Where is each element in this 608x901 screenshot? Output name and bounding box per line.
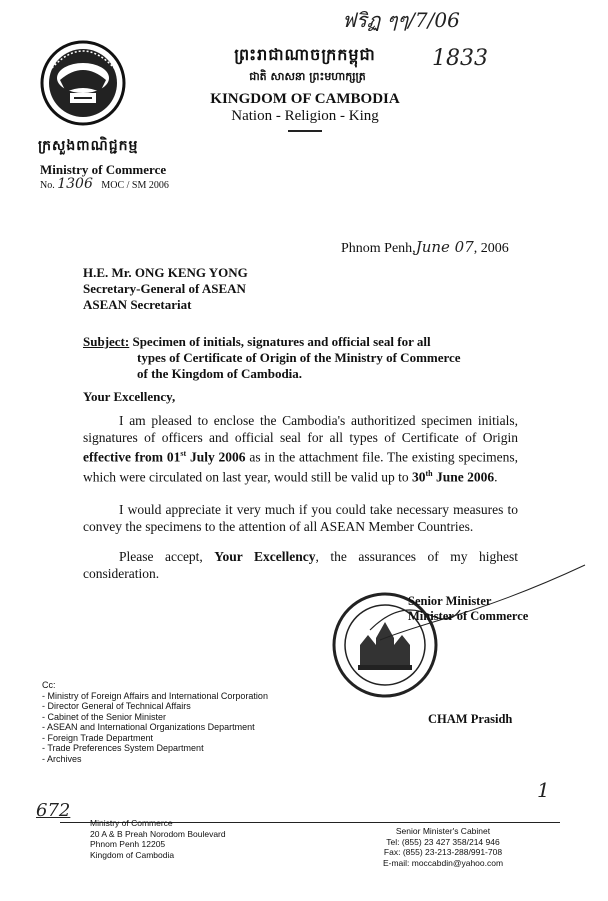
subject-line-2: types of Certificate of Origin of the Ministry of Commerce [137, 350, 461, 365]
cc-list [42, 691, 268, 765]
subject-line-1 [83, 334, 533, 350]
p3-excellency: Your Excellency [214, 549, 316, 564]
kingdom-motto: Nation - Religion - King [231, 108, 379, 124]
cc-item: - Ministry of Foreign Affairs and International Corporation [42, 690, 268, 701]
ref-no-prefix: No. [40, 180, 55, 191]
p1-text-a: I am pleased to enclose the Cambodia's authoritized specimen initials, signatures of officers and official seal for all types of Certificate of Origin [83, 413, 518, 445]
cc-item: - Archives [42, 753, 82, 764]
footer-contact-line: E-mail: moccabdin@yahoo.com [382, 857, 504, 868]
p1-period: . [494, 469, 498, 485]
paragraph-1 [83, 413, 518, 486]
handwritten-page-mark: 1 [537, 778, 550, 802]
cc-block [42, 680, 268, 764]
date-year: , 2006 [473, 241, 509, 256]
paragraph-2: I would appreciate it very much if you could take necessary measures to convey the specimens to the attention of all ASEAN Member Countries. [83, 502, 518, 534]
ref-code: MOC / SM 2006 [101, 180, 169, 191]
signer-title-1: Senior Minister [408, 594, 492, 608]
recipient-org: ASEAN Secretariat [83, 297, 192, 312]
ministry-name: Ministry of Commerce [40, 162, 167, 177]
ministry-emblem [40, 38, 126, 128]
p1-effective: effective from 01 [83, 449, 181, 465]
p1-june: June 2006 [432, 469, 495, 485]
cc-item: - Foreign Trade Department [42, 732, 154, 743]
cc-item: - Cabinet of the Senior Minister [42, 711, 167, 722]
date-place: Phnom Penh, [341, 241, 416, 256]
salutation: Your Excellency, [83, 389, 176, 404]
p1-sup2: th [425, 469, 433, 478]
footer-contact-line: Senior Minister's Cabinet [395, 826, 491, 836]
footer-handwritten-number: 672 [36, 800, 71, 821]
footer-address-line: Kingdom of Cambodia [90, 849, 175, 860]
subject-block [83, 334, 533, 382]
p1-thirty: 30 [412, 469, 426, 485]
p1-july: July 2006 [186, 449, 246, 465]
signer-title [408, 594, 528, 624]
recipient-block [83, 265, 248, 313]
cc-item: - Director General of Technical Affairs [42, 701, 191, 711]
subject-line-3: of the Kingdom of Cambodia. [137, 366, 303, 381]
footer-contact-line: Tel: (855) 23 427 358/214 946 [386, 836, 500, 847]
footer-address [90, 818, 226, 860]
footer-contact [368, 826, 518, 868]
handwritten-registration-number: 1833 [432, 46, 488, 71]
ref-no-handwritten: 1306 [57, 176, 93, 192]
date-handwritten: June 07 [415, 238, 474, 256]
p3-text-c: , the assurances of my highest consideration. [83, 549, 518, 581]
cc-item: - Trade Preferences System Department [42, 743, 204, 753]
p1-sup: st [180, 449, 187, 458]
date-line [341, 238, 509, 257]
recipient-name: H.E. Mr. ONG KENG YONG [83, 265, 248, 280]
recipient-title: Secretary-General of ASEAN [83, 281, 246, 296]
subject-label: Subject: [83, 334, 130, 349]
khmer-kingdom-title: ព្រះរាជាណាចក្រកម្ពុជា [234, 45, 376, 64]
cc-label: Cc: [42, 680, 56, 690]
p1-text-d: as in the attachment file. The existing specimens, which were circulated on last year, would still be valid up to [83, 449, 518, 485]
kingdom-title: KINGDOM OF CAMBODIA [210, 91, 400, 107]
cc-item: - ASEAN and International Organizations Department [42, 722, 255, 732]
p3-text-a: Please accept, [119, 549, 215, 564]
footer-address-line: Phnom Penh 12205 [90, 839, 166, 849]
khmer-motto: ជាតិ សាសនា ព្រះមហាក្សត្រ [249, 70, 366, 83]
footer-address-line: Ministry of Commerce [90, 818, 173, 828]
footer-contact-line: Fax: (855) 23-213-288/991-708 [383, 847, 503, 857]
handwritten-received-date: ฟริฏ ๆๆ/7/06 [342, 8, 460, 32]
subject-text-1: Specimen of initials, signatures and official seal for all [132, 334, 431, 349]
signer-name: CHAM Prasidh [428, 712, 513, 726]
ministry-name-khmer: ក្រសួងពាណិជ្ជកម្ម [38, 138, 139, 154]
footer-address-line: 20 A & B Preah Norodom Boulevard [90, 828, 226, 839]
motto-ornament [288, 130, 322, 132]
signer-title-2: Minister of Commerce [408, 609, 529, 623]
reference-number [40, 176, 169, 192]
